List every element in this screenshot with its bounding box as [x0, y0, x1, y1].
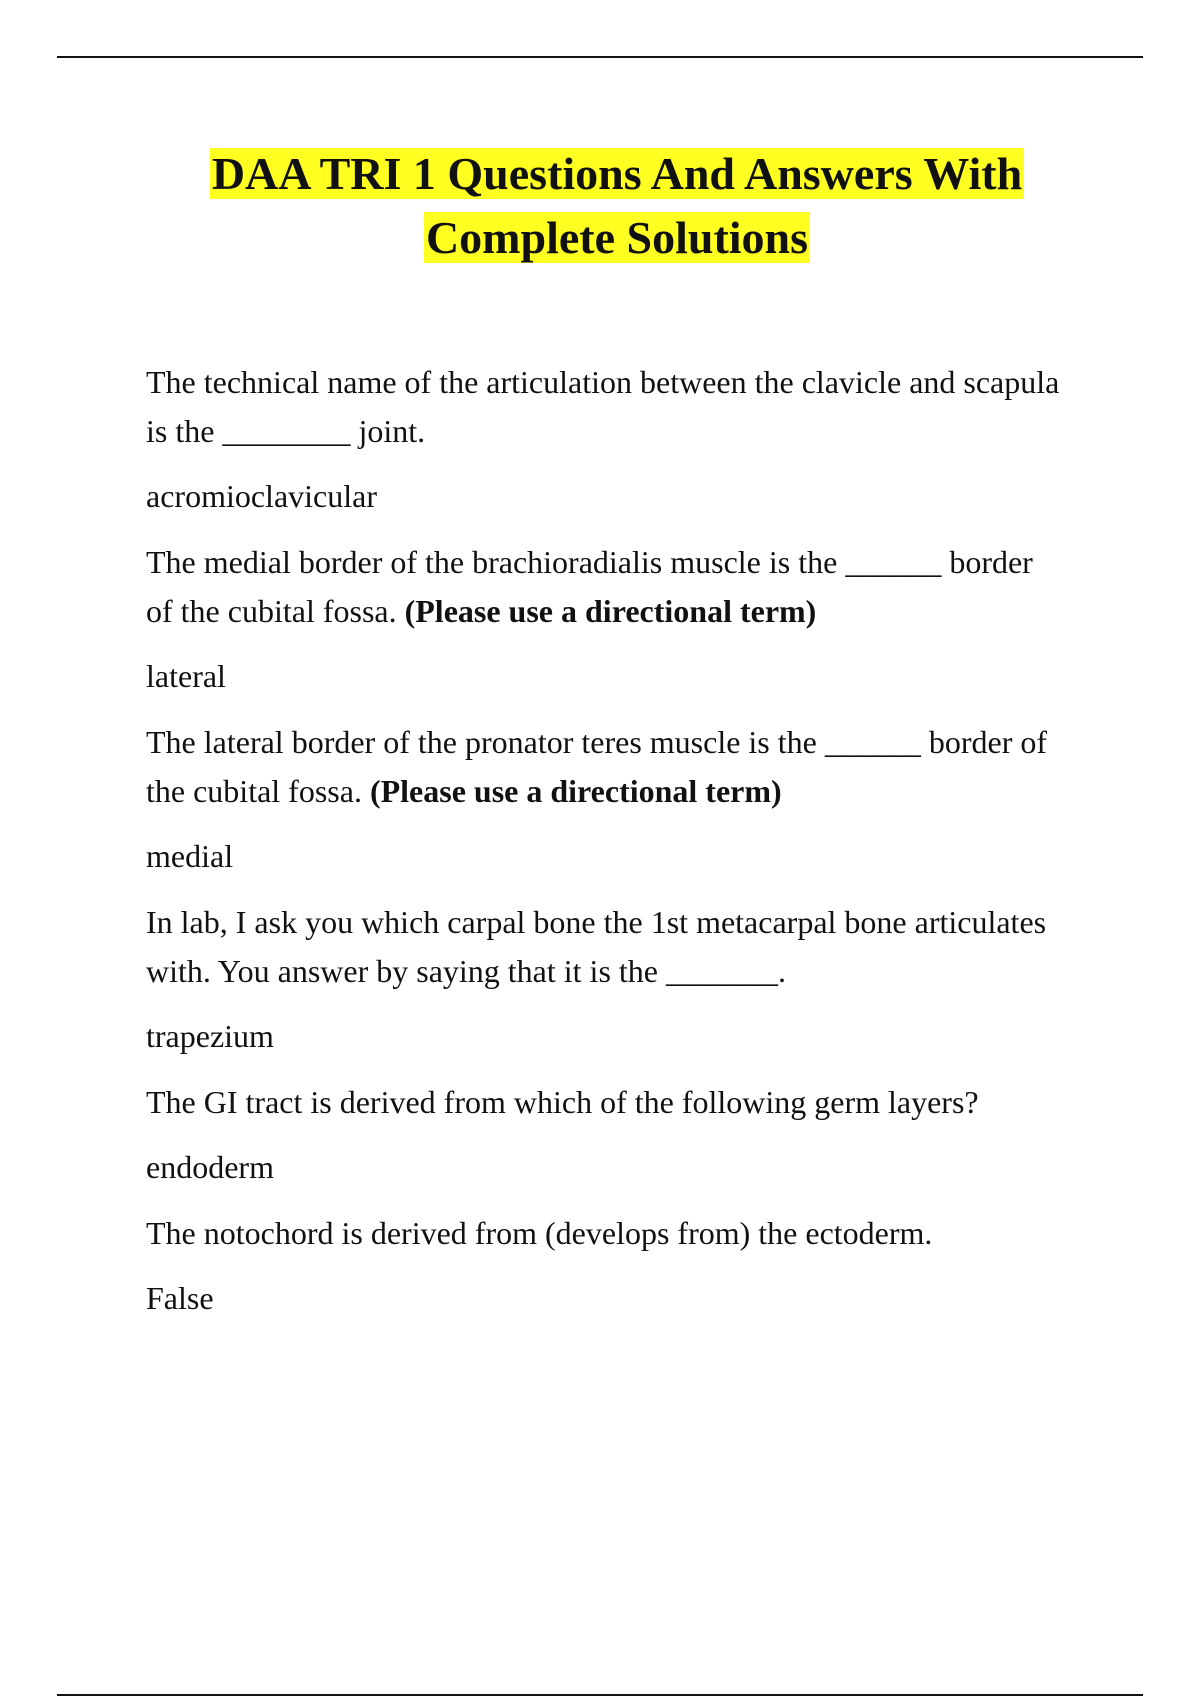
question-emphasis: (Please use a directional term)	[404, 593, 817, 629]
question-text: The technical name of the articulation between the clavicle and scapula is the ________ joint.	[146, 364, 1060, 449]
question-6	[146, 1209, 1096, 1258]
answer-5: endoderm	[146, 1149, 274, 1185]
question-text: The notochord is derived from (develops from) the ectoderm.	[146, 1215, 933, 1251]
header-rule	[57, 56, 1143, 58]
document-title	[0, 142, 1200, 270]
answer-2: lateral	[146, 658, 226, 694]
question-2	[146, 538, 1066, 636]
answer-3: medial	[146, 838, 234, 874]
title-line-1: DAA TRI 1 Questions And Answers With	[211, 148, 1023, 199]
footer-rule	[57, 1694, 1143, 1696]
title-line-2: Complete Solutions	[425, 212, 809, 263]
question-text: The medial border of the brachioradialis muscle is the ______ border of the cubital fossa.	[146, 544, 1033, 629]
answer-6: False	[146, 1280, 214, 1316]
answer-4: trapezium	[146, 1018, 274, 1054]
answer-1: acromioclavicular	[146, 478, 377, 514]
question-1	[146, 358, 1076, 456]
question-5	[146, 1078, 986, 1127]
question-text: The lateral border of the pronator teres muscle is the ______ border of the cubital fossa.	[146, 724, 1048, 809]
question-text: The GI tract is derived from which of the following germ layers?	[146, 1084, 979, 1120]
question-text: In lab, I ask you which carpal bone the 1st metacarpal bone articulates with. You answer by saying that it is the _______.	[146, 904, 1047, 989]
question-3	[146, 718, 1066, 816]
qa-list	[146, 358, 1096, 1340]
question-emphasis: (Please use a directional term)	[369, 773, 782, 809]
question-4	[146, 898, 1066, 996]
